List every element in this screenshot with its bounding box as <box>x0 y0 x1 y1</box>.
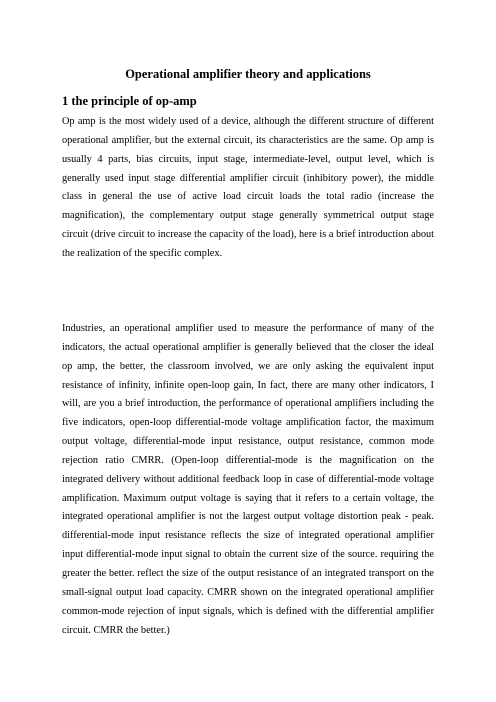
section-heading: 1 the principle of op-amp <box>62 94 197 108</box>
body-paragraph: Industries, an operational amplifier used to measure the performance of many of the indicators, the actual operational amplifier is generally believed that the closer the ideal op amp, the better, the classroom involved, we are only asking the equivalent input resistance of infinity, infinite open-loop gain, In fact, there are many other indicators, I will, are you a brief introduction, the performance of operational amplifiers including the five indicators, open-loop differential-mode voltage amplification factor, the maximum output voltage, differential-mode input resistance, output resistance, common mode rejection ratio CMRR. (Open-loop differential-mode is the magnification on the integrated delivery without additional feedback loop in case of differential-mode voltage amplification. Maximum output voltage is saying that it refers to a certain voltage, the integrated operational amplifier is not the largest output voltage distortion peak - peak. differential-mode input resistance reflects the size of integrated operational amplifier input differential-mode input signal to obtain the current size of the source. requiring the greater the better. reflect the size of the output resistance of an integrated transport on the small-signal output load capacity. CMRR shown on the integrated operational amplifier common-mode rejection of input signals, which is defined with the differential amplifier circuit. CMRR the better.) <box>62 323 434 636</box>
body-paragraph: Op amp is the most widely used of a device, although the different structure of different operational amplifier, but the external circuit, its characteristics are the same. Op amp is usually 4 parts, bias circuits, input stage, intermediate-level, output level, which is generally used input stage differential amplifier circuit (inhibitory power), the middle class in general the use of active load circuit loads the total radio (increase the magnification), the complementary output stage generally symmetrical output stage circuit (drive circuit to increase the capacity of the load), here is a brief introduction about the realization of the specific complex. <box>62 116 434 259</box>
document-title: Operational amplifier theory and applications <box>125 67 371 81</box>
